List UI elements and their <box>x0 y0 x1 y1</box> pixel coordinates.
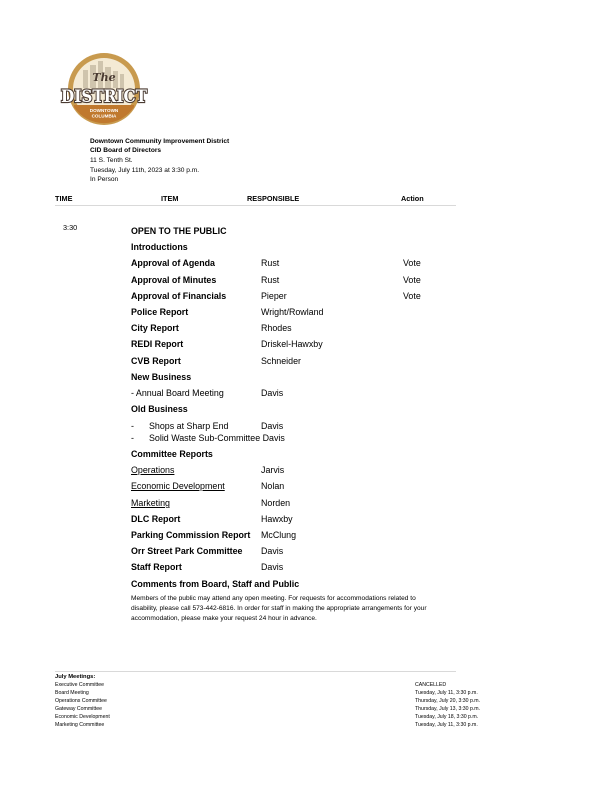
agenda-responsible: Norden <box>261 498 291 508</box>
agenda-responsible: Wright/Rowland <box>261 307 324 317</box>
agenda-responsible: Driskel-Hawxby <box>261 339 323 349</box>
meetings-title: July Meetings: <box>55 674 96 680</box>
agenda-responsible: Rust <box>261 275 280 285</box>
agenda-item: OPEN TO THE PUBLIC <box>131 226 227 236</box>
agenda-responsible: Rhodes <box>261 323 292 333</box>
col-action: Action <box>401 194 424 203</box>
agenda-responsible: Davis <box>261 562 284 572</box>
meeting-name: Operations Committee <box>55 698 107 704</box>
header-divider <box>55 205 456 206</box>
org-name: Downtown Community Improvement District <box>90 138 230 145</box>
agenda-item: Approval of Agenda <box>131 258 215 268</box>
agenda-action: Vote <box>403 291 421 301</box>
agenda-item: Old Business <box>131 404 188 414</box>
agenda-responsible: Pieper <box>261 291 287 301</box>
agenda-item: Parking Commission Report <box>131 530 251 540</box>
meeting-date: Tuesday, July 11, 3:30 p.m. <box>415 722 478 728</box>
logo-downtown: DOWNTOWN <box>89 108 119 113</box>
agenda-item: Orr Street Park Committee <box>131 546 243 556</box>
agenda-item: Solid Waste Sub-Committee Davis <box>149 433 285 443</box>
meeting-name: Gateway Committee <box>55 706 102 712</box>
agenda-item: Shops at Sharp End <box>149 421 229 431</box>
agenda-item: Comments from Board, Staff and Public <box>131 579 300 589</box>
list-dash: - <box>131 433 134 443</box>
footer-divider <box>55 671 456 672</box>
agenda-item: Marketing <box>131 498 170 508</box>
col-item: ITEM <box>161 194 179 203</box>
agenda-action: Vote <box>403 258 421 268</box>
agenda-responsible: Jarvis <box>261 465 285 475</box>
agenda-item: Economic Development <box>131 481 225 491</box>
agenda-item: Operations <box>131 465 175 475</box>
agenda-item: DLC Report <box>131 514 181 524</box>
agenda-action: Vote <box>403 275 421 285</box>
agenda-item: New Business <box>131 372 192 382</box>
meeting-name: Economic Development <box>55 714 110 720</box>
agenda-responsible: Rust <box>261 258 280 268</box>
meeting-date: CANCELLED <box>415 682 447 688</box>
agenda-responsible: Davis <box>261 421 284 431</box>
list-dash: - <box>131 421 134 431</box>
meeting-name: Board Meeting <box>55 690 89 696</box>
agenda-item: Police Report <box>131 307 189 317</box>
board-name: CID Board of Directors <box>90 147 162 154</box>
agenda-item: REDI Report <box>131 339 184 349</box>
meeting-name: Marketing Committee <box>55 722 105 728</box>
agenda-item: Committee Reports <box>131 449 213 459</box>
agenda-item: Approval of Financials <box>131 291 227 301</box>
meeting-datetime: Tuesday, July 11th, 2023 at 3:30 p.m. <box>90 167 200 174</box>
meeting-date: Thursday, July 13, 3:30 p.m. <box>415 706 481 712</box>
agenda-responsible: Schneider <box>261 356 301 366</box>
col-responsible: RESPONSIBLE <box>247 194 300 203</box>
address: 11 S. Tenth St. <box>90 157 133 164</box>
agenda-item: CVB Report <box>131 356 181 366</box>
agenda-item: - Annual Board Meeting <box>131 388 224 398</box>
col-time: TIME <box>55 194 73 203</box>
meeting-date: Thursday, July 20, 3:30 p.m. <box>415 698 481 704</box>
logo-columbia: COLUMBIA <box>91 113 117 119</box>
agenda-item: Approval of Minutes <box>131 275 217 285</box>
district-logo <box>57 48 151 128</box>
meeting-date: Tuesday, July 18, 3:30 p.m. <box>415 714 479 720</box>
agenda-item: Introductions <box>131 242 188 252</box>
meeting-location: In Person <box>90 176 119 183</box>
accommodation-note: Members of the public may attend any open meeting. For requests for accommodations related to disability, please call 573-442-6816. In order for staff in making the appropriate arrangements for your accommodation, please make your request 24 hour in advance. <box>131 595 427 623</box>
agenda-responsible: Davis <box>261 388 284 398</box>
agenda-responsible: Nolan <box>261 481 285 491</box>
agenda-item: Staff Report <box>131 562 182 572</box>
agenda-responsible: McClung <box>261 530 297 540</box>
start-time: 3:30 <box>63 223 78 232</box>
meeting-date: Tuesday, July 11, 3:30 p.m. <box>415 690 478 696</box>
agenda-responsible: Hawxby <box>261 514 293 524</box>
logo-district: DISTRICT <box>61 87 148 107</box>
agenda-responsible: Davis <box>261 546 284 556</box>
meeting-name: Executive Committee <box>55 682 105 688</box>
logo-the: The <box>92 71 116 84</box>
agenda-item: City Report <box>131 323 179 333</box>
